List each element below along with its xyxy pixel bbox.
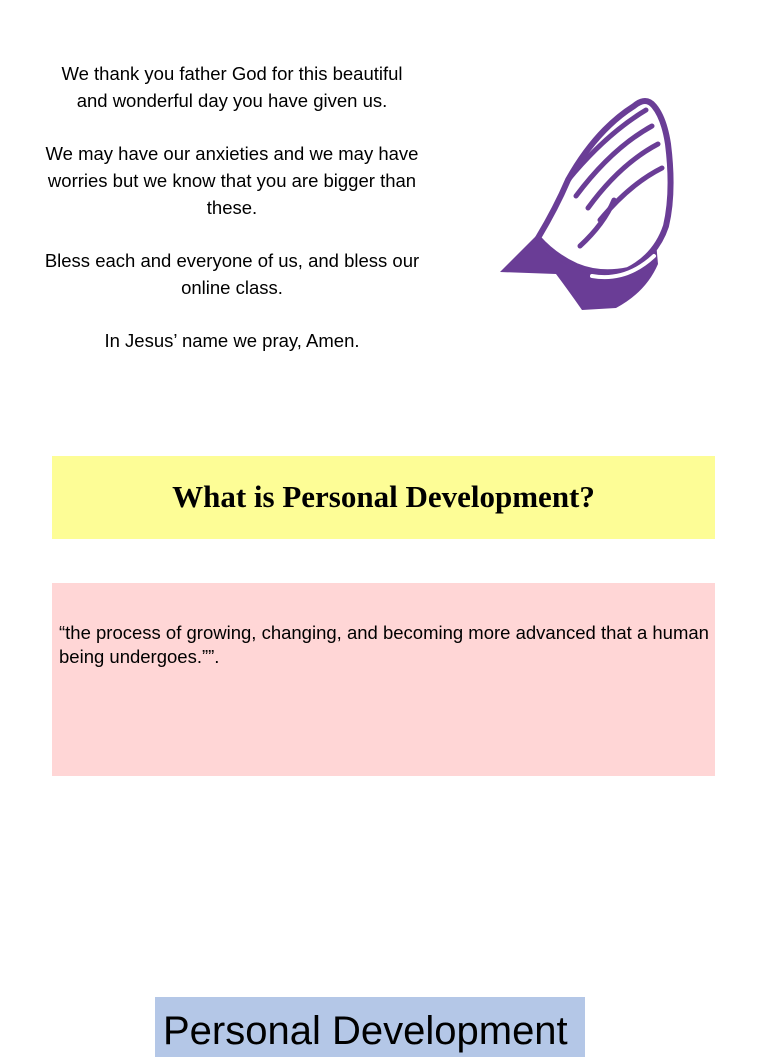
title-box — [52, 456, 715, 539]
definition-box — [52, 583, 715, 776]
prayer-text — [44, 60, 420, 380]
definition-text: “the process of growing, changing, and becoming more advanced that a human being undergoes.””. — [59, 622, 709, 667]
prayer-paragraph: In Jesus’ name we pray, Amen. — [104, 330, 360, 351]
prayer-paragraph: We may have our anxieties and we may have worries but we know that you are bigger than these. — [45, 143, 419, 218]
section-title: What is Personal Development? — [172, 478, 595, 514]
bottom-heading: Personal Development — [163, 1009, 568, 1053]
prayer-paragraph: Bless each and everyone of us, and bless our online class. — [44, 250, 420, 298]
praying-hands-icon — [496, 96, 684, 312]
bottom-heading-box — [155, 997, 585, 1057]
prayer-paragraph: We thank you father God for this beautiful and wonderful day you have given us. — [61, 63, 403, 111]
